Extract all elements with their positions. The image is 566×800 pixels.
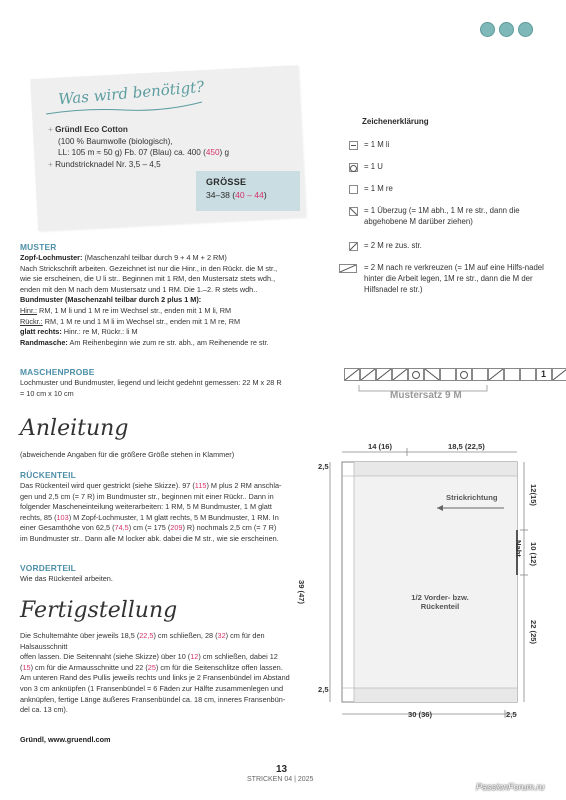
yarn-line2: LL: 105 m ≈ 50 g) Fb. 07 (Blau) ca. 400 (450) g [58, 148, 230, 158]
slip-over-symbol-icon [349, 207, 358, 216]
magazine-label: STRICKEN 04 | 2025 [247, 776, 314, 783]
chart-cell-circle [408, 368, 424, 381]
legend-item: = 2 M nach re verkreuzen (= 1M auf eine Hilfs-nadel hinter die Arbeit legen, 1M re str., dann die M der Hilfsnadel re str.) [349, 262, 549, 307]
anleitung-heading: Anleitung [20, 416, 129, 441]
chart-cell-back [424, 368, 440, 381]
knit-symbol-icon [349, 185, 358, 194]
dim-top-left: 14 (16) [368, 442, 393, 451]
k2tog-symbol-icon [349, 242, 358, 251]
yarn-name: Gründl Eco Cotton [55, 125, 128, 134]
maschenprobe-text: Lochmuster und Bundmuster, liegend und leicht gedehnt gemessen: 22 M x 28 R = 10 cm x 10 cm [20, 378, 282, 398]
legend-item: = 2 M re zus. str. [349, 240, 549, 262]
vorderteil-heading: VORDERTEIL [20, 563, 76, 573]
legend-item: = 1 M re [349, 183, 549, 205]
size-heading: GRÖSSE [206, 177, 247, 187]
center-label: 1/2 Vorder- bzw. Rückenteil [411, 593, 469, 611]
dim-bottom-right: 2,5 [506, 710, 517, 719]
yarn-over-symbol-icon [349, 163, 358, 172]
dim-right-3: 22 (25) [529, 620, 538, 645]
chart-cell-slash [552, 368, 566, 381]
chart-cell-empty [520, 368, 536, 381]
fertig-text: Die Schulternähte über jeweils 18,5 (22,5) cm schließen, 28 (32) cm für den Halsausschnitt offen lassen. Die Seitennaht (siehe Skizze) über 10 (12) cm schließen, dabei 12 (15) cm für die Armausschnitte und 22 (25) cm für die Seitenschlitze offen lassen. Am unteren Rand des Pullis jeweils rechts und links je 2 Fransenbündel im Abstand von 3 cm anknüpfen (1 Fransenbündel = 6 Fäden zur Hälfte zusammenlegen und anknüpfen, fertige Länge äußeres Fransenbündel ca. 18 cm, inneres Fransenbün- del ca. 13 cm). [20, 631, 290, 715]
yarn-skein-icon [480, 22, 495, 37]
naht-label: Naht [514, 540, 523, 557]
anleitung-note: (abweichende Angaben für die größere Größe stehen in Klammer) [20, 450, 235, 459]
materials-list: + Gründl Eco Cotton (100 % Baumwolle (biologisch), LL: 105 m ≈ 50 g) Fb. 07 (Blau) ca. 400 (450) g + Rundstricknadel Nr. 3,5 – 4,5 [48, 124, 298, 170]
yarn-line1: (100 % Baumwolle (biologisch), [58, 136, 173, 146]
repeat-label: Mustersatz 9 M [390, 390, 462, 401]
size-box [196, 171, 300, 211]
heading-underline [44, 98, 204, 118]
chart-row [344, 368, 566, 381]
dim-left-bottom: 2,5 [318, 685, 329, 694]
dim-top-right: 18,5 (22,5) [448, 442, 485, 451]
dim-left-top: 2,5 [318, 462, 329, 471]
yarn-skein-icon [499, 22, 514, 37]
vorderteil-text: Wie das Rückenteil arbeiten. [20, 574, 113, 583]
credit: Gründl, www.gruendl.com [20, 735, 111, 744]
dim-right-2: 10 (12) [529, 542, 538, 567]
fertig-heading: Fertigstellung [20, 598, 178, 623]
maschenprobe-heading: MASCHENPROBE [20, 367, 95, 377]
chart-cell-circle [456, 368, 472, 381]
chart-row-number: 1 [541, 369, 547, 379]
rueckenteil-text: Das Rückenteil wird quer gestrickt (siehe Skizze). 97 (115) M plus 2 RM anschla- gen und 2,5 cm (= 7 R) im Bundmuster str., beginnen mit einer Rückr.. Dann in folgender Mascheneinteilung weiterarbeiten: 1 RM, 5 M Bundmuster, 1 M glatt rechts, 85 (103) M Zopf-Lochmuster, 1 M glatt rechts, 5 M Bundmuster, 1 RM. In einer Gesamthöhe von 62,5 (74,5) cm (= 175 (209) R) nochmals 2,5 cm (= 7 R) im Bundmuster str.. Dann alle M locker abk. dabei die M str., wie sie erscheinen. [20, 481, 282, 543]
chart-cell-slash [488, 368, 504, 381]
direction-label: Strickrichtung [446, 493, 498, 502]
cable-cross-symbol-icon [339, 264, 357, 273]
chart-cell-empty [504, 368, 520, 381]
muster-heading: MUSTER [20, 242, 57, 252]
chart-cell-wide-cross [360, 368, 376, 381]
legend-title: Zeichenerklärung [362, 117, 429, 126]
chart-cell-empty [472, 368, 488, 381]
rueckenteil-heading: RÜCKENTEIL [20, 470, 76, 480]
size-value: 34–38 (40 – 44) [206, 190, 267, 200]
legend-item: = 1 M li [349, 139, 549, 161]
legend-item: = 1 U [349, 161, 549, 183]
knitting-chart [344, 368, 566, 384]
schematic [312, 440, 542, 730]
chart-cell-slash [344, 368, 360, 381]
dim-left-height: 39 (47) [297, 580, 306, 605]
chart-cell-wide-cross [376, 368, 392, 381]
legend-item: = 1 Überzug (= 1M abh., 1 M re str., dann die abgehobene M darüber ziehen) [349, 205, 549, 240]
yarn-skein-icon [518, 22, 533, 37]
dim-right-1: 12(15) [529, 484, 538, 506]
watermark: PassionForum.ru [476, 782, 545, 792]
dim-bottom: 30 (36) [408, 710, 433, 719]
muster-text: Zopf-Lochmuster: (Maschenzahl teilbar durch 9 + 4 M + 2 RM) Nach Strickschrift arbeiten. Gezeichnet ist nur die Hinr., in den Rückr. die M str., wie sie erscheinen, die U li str.. Beginnen mit 1 RM, den Mustersatz stets wdh., enden mit den M nach dem Mustersatz und 1 RM. Die 1.–2. R stets wdh.. Bundmuster (Maschenzahl teilbar durch 2 plus 1 M): Hinr.: RM, 1 M li und 1 M re im Wechsel str., enden mit 1 M li, RM Rückr.: RM, 1 M re und 1 M li im Wechsel str., enden mit 1 M re, RM glatt rechts: Hinr.: re M, Rückr.: li M Randmasche: Am Reihenbeginn wie zum re str. abh., am Reihenende re str. [20, 253, 278, 347]
needle-text: Rundstricknadel Nr. 3,5 – 4,5 [55, 159, 161, 169]
materials-heading: Was wird benötigt? [57, 77, 205, 109]
page-number: 13 [276, 764, 288, 775]
chart-cell-empty [440, 368, 456, 381]
chart-cell-slash [392, 368, 408, 381]
legend [349, 139, 549, 307]
purl-symbol-icon [349, 141, 358, 150]
